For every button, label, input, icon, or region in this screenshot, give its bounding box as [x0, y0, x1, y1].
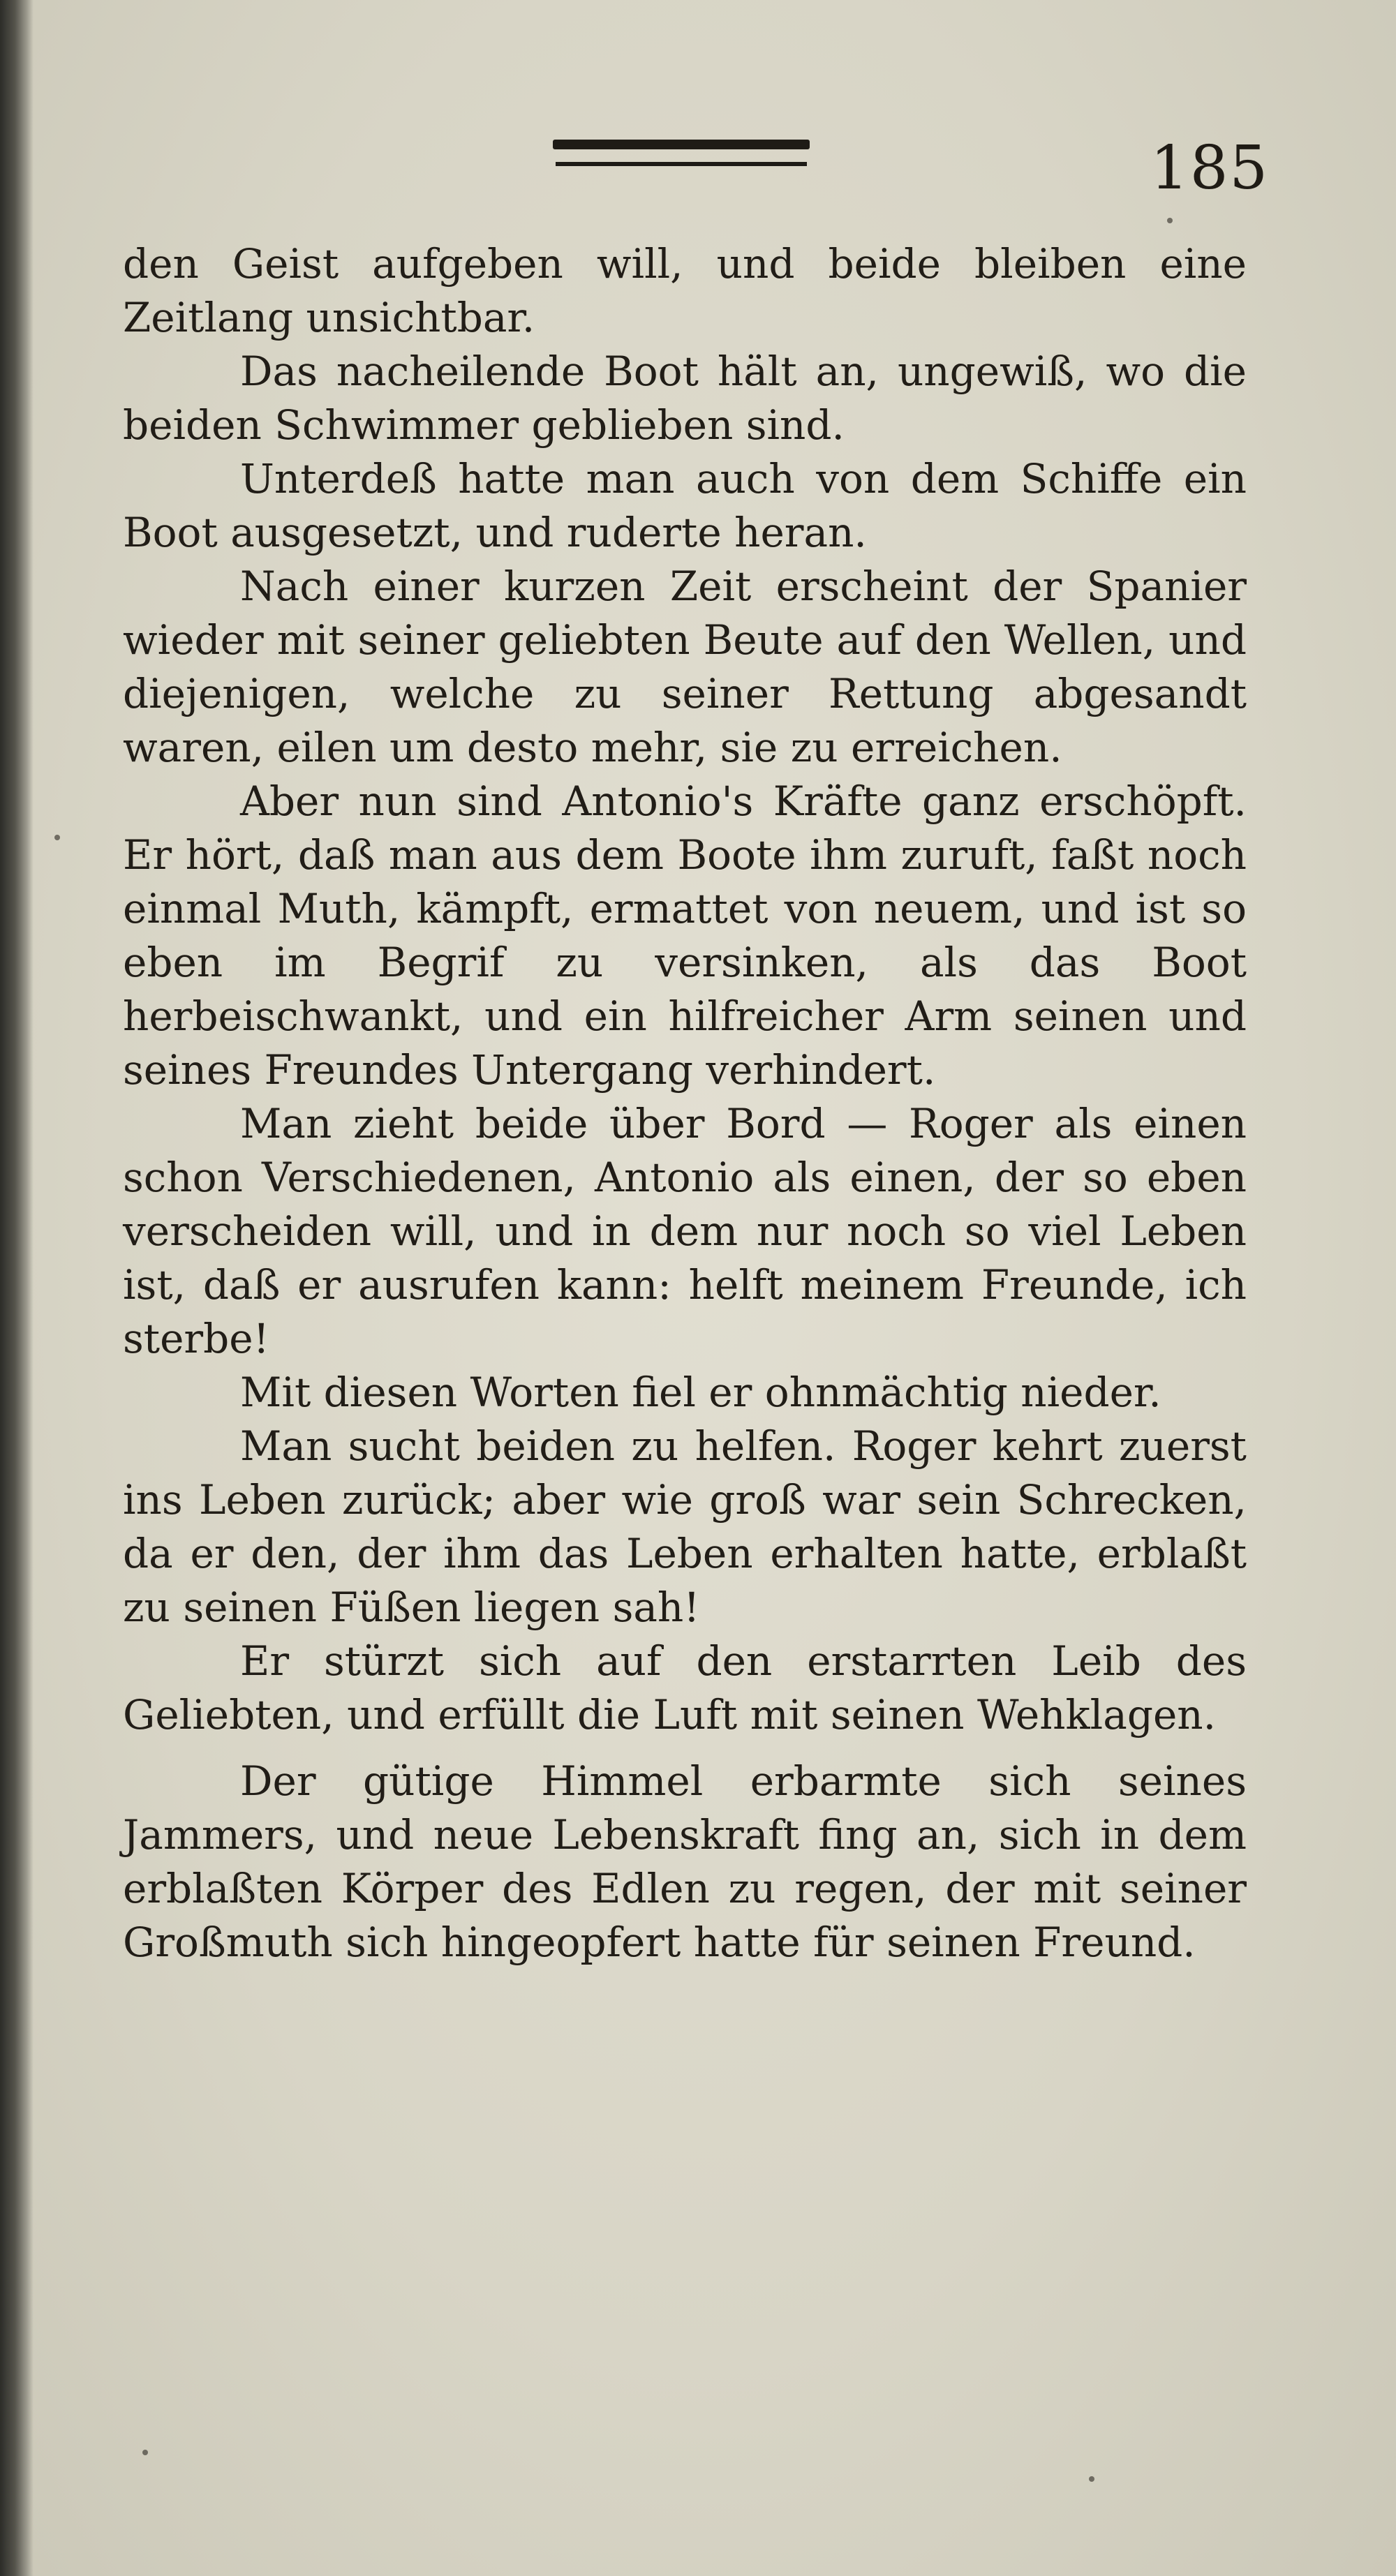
page-number: 185	[1150, 133, 1270, 203]
paragraph: Das nacheilende Boot hält an, ungewiß, wo die beiden Schwimmer geblieben sind.	[123, 348, 1247, 449]
paragraph: Mit diesen Worten fiel er ohnmächtig nieder.	[240, 1369, 1161, 1416]
paragraph: Er stürzt sich auf den erstarrten Leib des Geliebten, und erfüllt die Luft mit seinen Wehklagen.	[123, 1637, 1247, 1739]
paragraph: Unterdeß hatte man auch von dem Schiffe ein Boot ausgesetzt, und ruderte heran.	[123, 455, 1247, 556]
paragraph: Der gütige Himmel erbarmte sich seines Jammers, und neue Lebenskraft fing an, sich in dem erblaßten Körper des Edlen zu regen, der mit seiner Großmuth sich hingeopfert hatte für seinen Freund.	[123, 1757, 1247, 1966]
paper-speck	[1167, 218, 1173, 223]
paper-speck	[54, 835, 60, 840]
header-rule	[553, 140, 810, 149]
paragraph: Nach einer kurzen Zeit erscheint der Spanier wieder mit seiner geliebten Beute auf den Wellen, und diejenigen, welche zu seiner Rettung abgesandt waren, eilen um desto mehr, sie zu erreichen.	[123, 563, 1247, 771]
body-text	[123, 237, 1247, 1970]
paragraph: Aber nun sind Antonio's Kräfte ganz erschöpft. Er hört, daß man aus dem Boote ihm zuruft, faßt noch einmal Muth, kämpft, ermattet von neuem, und ist so eben im Begrif zu versinken, als das Boot herbeischwankt, und ein hilfreicher Arm seinen und seines Freundes Untergang verhindert.	[123, 777, 1247, 1094]
book-spine-shadow	[0, 0, 34, 2576]
paragraph: Man zieht beide über Bord — Roger als einen schon Verschiedenen, Antonio als einen, der so eben verscheiden will, und in dem nur noch so viel Leben ist, daß er ausrufen kann: helft meinem Freunde, ich sterbe!	[123, 1100, 1247, 1362]
paper-speck	[1089, 2476, 1094, 2482]
paragraph: Man sucht beiden zu helfen. Roger kehrt zuerst ins Leben zurück; aber wie groß war sein Schrecken, da er den, der ihm das Leben erhalten hatte, erblaßt zu seinen Füßen liegen sah!	[123, 1422, 1247, 1631]
paragraph: den Geist aufgeben will, und beide bleiben eine Zeitlang unsichtbar.	[123, 240, 1247, 341]
paper-speck	[142, 2450, 148, 2455]
